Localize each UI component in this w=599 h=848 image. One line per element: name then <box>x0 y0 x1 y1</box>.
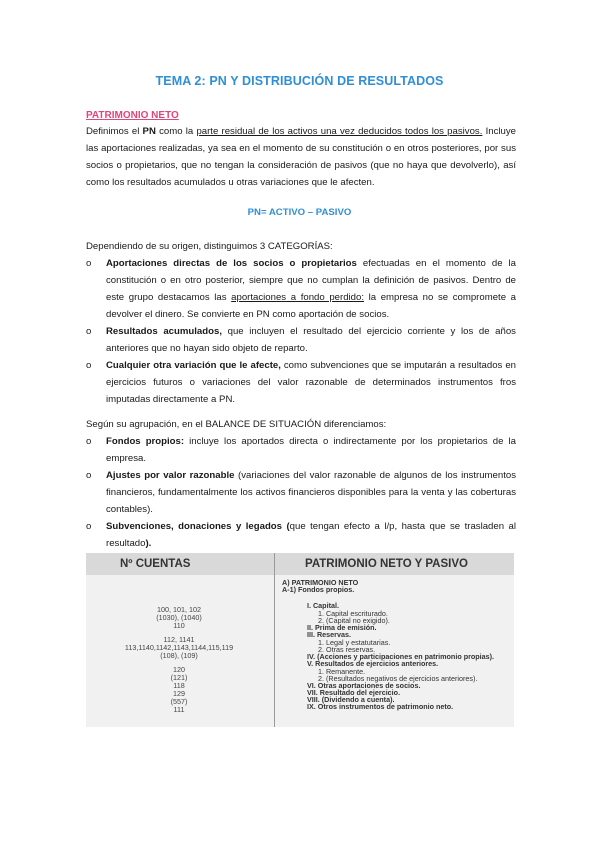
list-item <box>86 433 516 467</box>
account-number: 120 <box>173 665 185 674</box>
item-bold: Ajustes por valor razonable <box>106 470 235 481</box>
equity-row: VII. Resultado del ejercicio. <box>307 688 401 697</box>
item-text: incluye los aportados directa o indirectamente por los propietarios de la empresa. <box>106 436 516 464</box>
item-underlined: aportaciones a fondo perdido: <box>231 292 364 303</box>
account-number: 112, 1141 <box>163 635 195 644</box>
equity-row: 1. Legal y estatutarias. <box>318 638 391 647</box>
item-bold: Fondos propios: <box>106 436 185 447</box>
origin-intro: Dependiendo de su origen, distinguimos 3 CATEGORÍAS: <box>86 241 333 252</box>
list-item <box>86 467 516 518</box>
account-number: (121) <box>170 673 188 682</box>
equity-row: A) PATRIMONIO NETO <box>282 578 359 587</box>
accounts-column-header: Nº CUENTAS <box>86 553 274 575</box>
item-bold: Cualquier otra variación que le afecte, <box>106 360 281 371</box>
item-text: efectuadas en el momento de la constitución o en otro posterior, siempre que no cumplan la definición de pasivos. Dentro de este grupo destacamos las <box>106 258 516 303</box>
bullet-icon: o <box>86 436 92 447</box>
document-title: TEMA 2: PN Y DISTRIBUCIÓN DE RESULTADOS <box>155 74 444 88</box>
account-number: 118 <box>173 681 185 690</box>
account-number: 110 <box>173 621 185 630</box>
item-text: (variaciones del valor razonable de algunos de los instrumentos financieros, fundamentalmente los activos financieros disponibles para la venta y las coberturas contables). <box>106 470 516 515</box>
item-bold: Aportaciones directas de los socios o propietarios <box>106 258 357 269</box>
item-bold: Subvenciones, donaciones y legados ( <box>106 521 290 532</box>
equity-row: 1. Capital escriturado. <box>318 609 388 618</box>
bullet-icon: o <box>86 326 92 337</box>
text-run-bold: PN <box>142 126 156 137</box>
balance-table-image <box>86 553 514 727</box>
item-bold: ). <box>145 538 152 549</box>
equity-row: IX. Otros instrumentos de patrimonio neto. <box>307 702 454 711</box>
formula: PN= ACTIVO – PASIVO <box>247 207 352 218</box>
list-item <box>86 518 516 552</box>
bullet-icon: o <box>86 470 92 481</box>
text-run: como la <box>155 126 197 137</box>
list-item <box>86 255 516 323</box>
origin-list <box>86 255 516 408</box>
text-run: Definimos el <box>86 126 143 137</box>
equity-row: A-1) Fondos propios. <box>282 585 355 594</box>
equity-row: 1. Remanente. <box>318 667 366 676</box>
equity-row: 2. Otras reservas. <box>318 645 376 654</box>
bullet-icon: o <box>86 258 92 269</box>
section-heading: PATRIMONIO NETO <box>86 110 179 121</box>
bullet-icon: o <box>86 521 92 532</box>
item-bold: Resultados acumulados, <box>106 326 222 337</box>
bullet-icon: o <box>86 360 92 371</box>
column-divider <box>274 553 275 727</box>
equity-column-header: PATRIMONIO NETO Y PASIVO <box>275 553 514 575</box>
item-text: que incluyen el resultado del ejercicio corriente y los de años anteriores que no hayan sido objeto de reparto. <box>106 326 516 354</box>
equity-row: II. Prima de emisión. <box>307 623 377 632</box>
item-text: como subvenciones que se imputarán a resultados en ejercicios futuros o variaciones del valor razonable de determinados instrumentos fros imputadas directamente a PN. <box>106 360 516 405</box>
account-number: 111 <box>173 705 185 714</box>
equity-row: 2. (Resultados negativos de ejercicios anteriores). <box>318 674 478 683</box>
text-run-underlined: parte residual de los activos una vez deducidos todos los pasivos. <box>196 126 483 137</box>
definition-paragraph <box>86 123 516 191</box>
equity-row: IV. (Acciones y participaciones en patrimonio propias). <box>307 652 495 661</box>
account-number: (1030), (1040) <box>156 613 202 622</box>
grouping-list <box>86 433 516 552</box>
item-text: que tengan efecto a l/p, hasta que se trasladen al resultado <box>106 521 516 549</box>
equity-row: VI. Otras aportaciones de socios. <box>307 681 421 690</box>
equity-row: VIII. (Dividendo a cuenta). <box>307 695 395 704</box>
account-number: 129 <box>173 689 185 698</box>
equity-row: III. Reservas. <box>307 630 351 639</box>
account-number: (108), (109) <box>160 651 198 660</box>
text-run: Incluye las aportaciones realizadas, ya sea en el momento de su constitución o en otros posteriores, por sus socios o propietarios, que no tengan la consideración de pasivos (que no haya que devolverlo), así como los resultados acumulados u otras variaciones que le afecten. <box>86 126 516 188</box>
list-item <box>86 323 516 357</box>
account-number: 113,1140,1142,1143,1144,115,119 <box>124 643 234 652</box>
equity-row: V. Resultados de ejercicios anteriores. <box>307 659 439 668</box>
account-number: 100, 101, 102 <box>157 605 201 614</box>
account-number: (557) <box>170 697 188 706</box>
grouping-intro: Según su agrupación, en el BALANCE DE SITUACIÓN diferenciamos: <box>86 419 387 430</box>
equity-row: I. Capital. <box>307 601 339 610</box>
equity-row: 2. (Capital no exigido). <box>318 616 390 625</box>
list-item <box>86 357 516 408</box>
item-text: la empresa no se compromete a devolver el dinero. Se convierte en PN como aportación de socios. <box>106 292 516 320</box>
